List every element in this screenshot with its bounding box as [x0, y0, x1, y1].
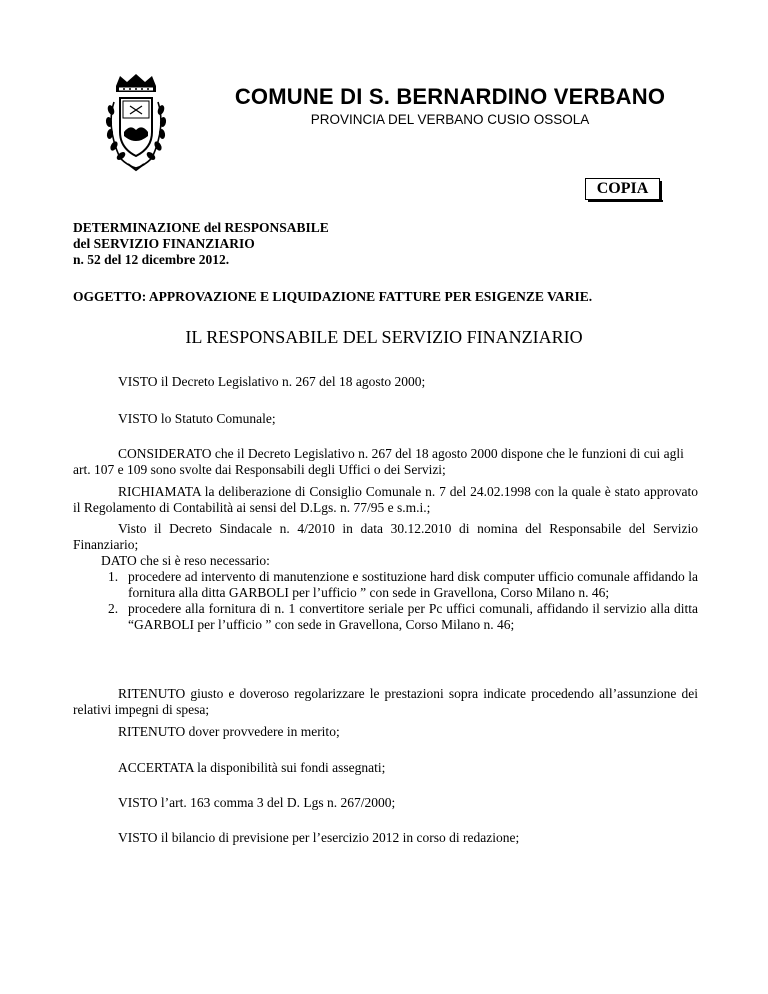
- list-item: [73, 601, 698, 633]
- paragraph-ritenuto-dover: [73, 724, 698, 740]
- paragraph-text: Visto il Decreto Sindacale n. 4/2010 in data 30.12.2010 di nomina del Responsabile del Servizio Finanziario;: [73, 521, 698, 552]
- paragraph-considerato: [73, 446, 698, 478]
- list-item-number: 2.: [108, 601, 119, 616]
- determination-line-2: del SERVIZIO FINANZIARIO: [73, 236, 255, 251]
- paragraph-visto-art: [73, 795, 698, 811]
- paragraph-text: RITENUTO dover provvedere in merito;: [118, 724, 340, 739]
- determination-line-3: n. 52 del 12 dicembre 2012.: [73, 252, 230, 267]
- determination-block: [73, 220, 329, 268]
- paragraph-text: RICHIAMATA la deliberazione di Consiglio Comunale n. 7 del 24.02.1998 con la quale è stato approvato il Regolamento di Contabilità ai sensi del D.Lgs. n. 77/95 e s.m.i.;: [73, 484, 698, 515]
- paragraph-accertata: [73, 760, 698, 776]
- paragraph-text: ACCERTATA la disponibilità sui fondi assegnati;: [118, 760, 386, 775]
- list-item-text: procedere ad intervento di manutenzione e sostituzione hard disk computer ufficio comunale affidando la fornitura alla ditta GARBOLI per l’ufficio ” con sede in Gravellona, Corso Milano n. 46;: [128, 569, 698, 600]
- paragraph-ritenuto-giusto: [73, 686, 698, 718]
- subject-line: OGGETTO: APPROVAZIONE E LIQUIDAZIONE FATTURE PER ESIGENZE VARIE.: [73, 289, 593, 304]
- paragraph-text: VISTO lo Statuto Comunale;: [118, 411, 276, 426]
- paragraph-visto-statuto: [73, 411, 698, 427]
- paragraph-dato: DATO che si è reso necessario:: [101, 553, 270, 568]
- letterhead: [180, 84, 720, 129]
- paragraph-richiamata: [73, 484, 698, 516]
- paragraph-visto-sindacale: [73, 521, 698, 569]
- list-item: [73, 569, 698, 601]
- paragraph-visto-bilancio: [73, 830, 698, 846]
- list-item-text: procedere alla fornitura di n. 1 convertitore seriale per Pc uffici comunali, affidando il servizio alla ditta “GARBOLI per l’ufficio ” con sede in Gravellona, Corso Milano n. 46;: [128, 601, 698, 632]
- action-list: [73, 569, 698, 633]
- paragraph-text: CONSIDERATO che il Decreto Legislativo n. 267 del 18 agosto 2000 dispone che le funzioni di cui agli art. 107 e 109 sono svolte dai Responsabili degli Uffici o dei Servizi;: [73, 446, 684, 477]
- municipality-name: COMUNE DI S. BERNARDINO VERBANO: [234, 84, 666, 109]
- paragraph-text: VISTO il bilancio di previsione per l’esercizio 2012 in corso di redazione;: [118, 830, 520, 845]
- list-item-number: 1.: [108, 569, 119, 584]
- paragraph-visto-decreto: [73, 374, 698, 390]
- municipal-crest-icon: [100, 72, 172, 174]
- paragraph-text: VISTO il Decreto Legislativo n. 267 del 18 agosto 2000;: [118, 374, 426, 389]
- section-heading: IL RESPONSABILE DEL SERVIZIO FINANZIARIO: [185, 327, 583, 347]
- determination-line-1: DETERMINAZIONE del RESPONSABILE: [73, 220, 329, 235]
- province-name: PROVINCIA DEL VERBANO CUSIO OSSOLA: [310, 112, 590, 127]
- paragraph-text: RITENUTO giusto e doveroso regolarizzare le prestazioni sopra indicate procedendo all’assunzione dei relativi impegni di spesa;: [73, 686, 698, 717]
- paragraph-text: VISTO l’art. 163 comma 3 del D. Lgs n. 267/2000;: [118, 795, 396, 810]
- copia-badge: COPIA: [585, 178, 660, 200]
